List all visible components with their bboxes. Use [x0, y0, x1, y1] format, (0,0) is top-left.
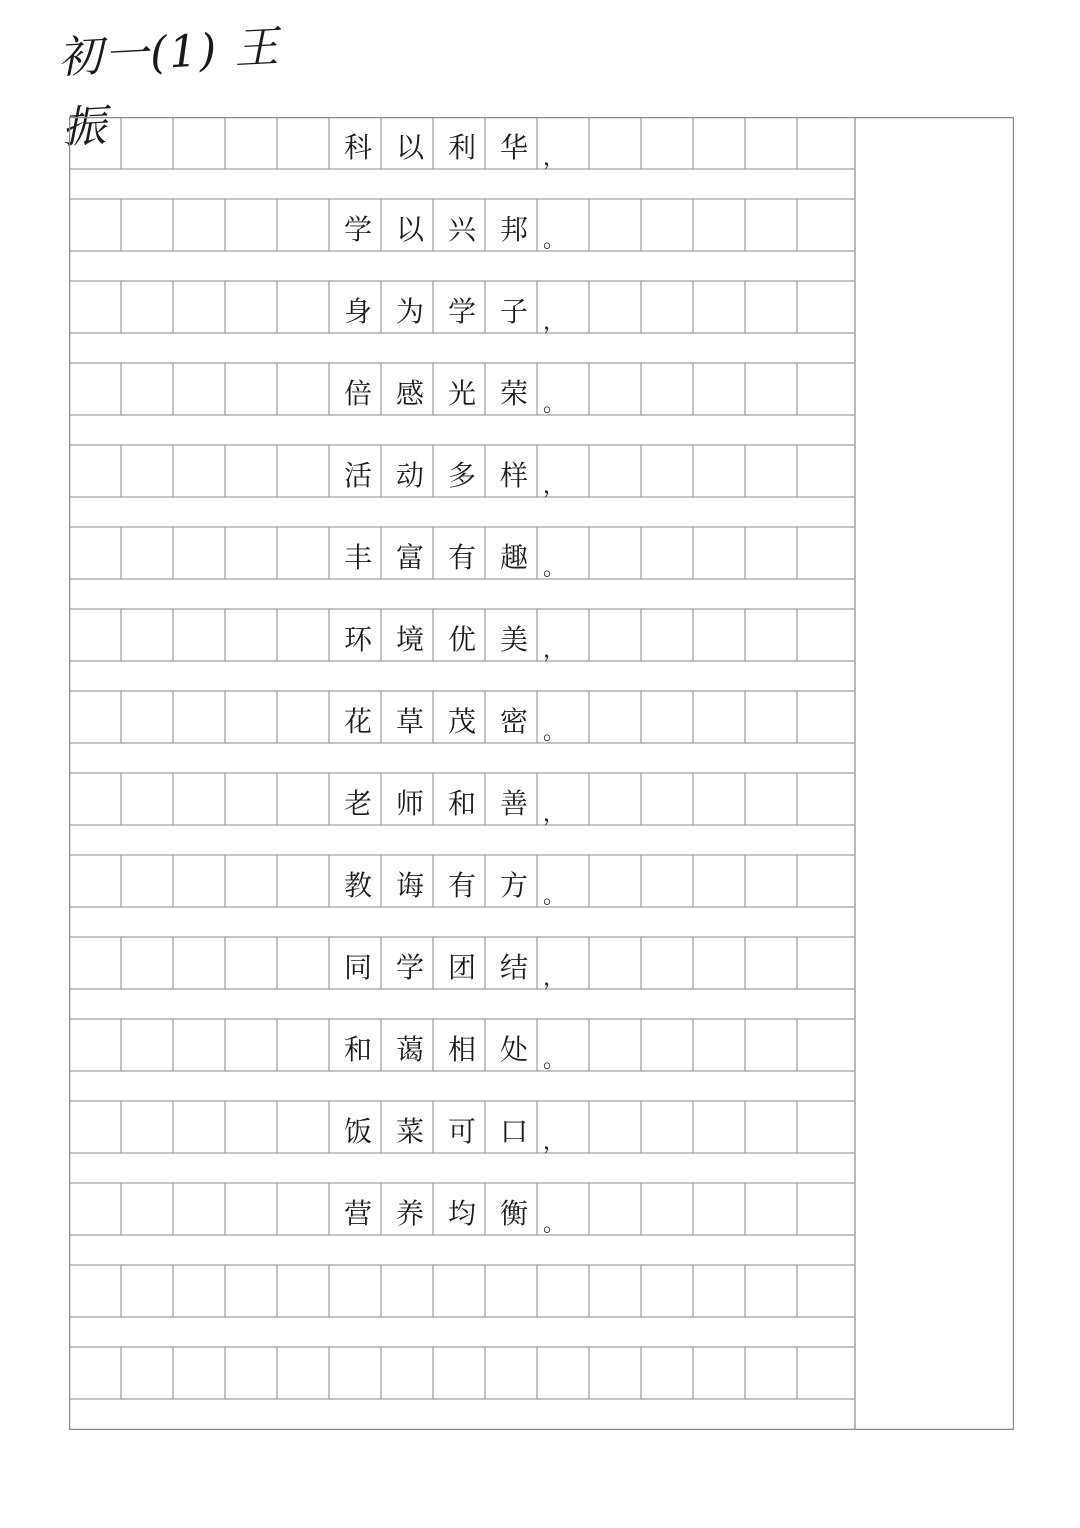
grid-punctuation: 。 [543, 556, 566, 581]
grid-character: 子 [499, 295, 528, 328]
grid-character: 境 [395, 623, 424, 656]
grid-character: 以 [395, 131, 424, 164]
grid-character: 诲 [395, 869, 424, 902]
grid-character: 均 [447, 1197, 476, 1230]
grid-character: 身 [343, 295, 372, 328]
grid-character: 感 [395, 377, 424, 410]
grid-punctuation: 。 [543, 228, 566, 253]
grid-character: 美 [499, 623, 528, 656]
grid-character: 处 [499, 1033, 528, 1066]
grid-character: 方 [499, 869, 528, 902]
grid-character: 富 [395, 541, 424, 574]
grid-character: 为 [395, 295, 424, 328]
grid-punctuation: ， [543, 638, 566, 663]
grid-character: 蔼 [395, 1033, 424, 1066]
student-label [56, 21, 320, 154]
grid-character: 草 [395, 705, 424, 738]
grid-character: 结 [499, 951, 528, 984]
grid-character: 环 [343, 623, 372, 656]
grid-character: 善 [499, 787, 528, 820]
grid-punctuation: ， [543, 310, 566, 335]
grid-character: 相 [447, 1033, 476, 1066]
grid-character: 优 [447, 623, 476, 656]
grid-character: 花 [343, 705, 372, 738]
grid-character: 华 [499, 131, 528, 164]
grid-character: 衡 [499, 1197, 528, 1230]
handwritten-class-and-name: 初一(1) 王振 [56, 21, 282, 154]
grid-punctuation: 。 [543, 1048, 566, 1073]
grid-character: 倍 [343, 377, 372, 410]
grid-character: 口 [499, 1115, 528, 1148]
grid-character: 养 [395, 1197, 424, 1230]
writing-grid-paper [69, 117, 1014, 1430]
grid-character: 多 [447, 459, 476, 492]
grid-character: 荣 [499, 377, 528, 410]
grid-character: 利 [447, 131, 476, 164]
grid-character: 样 [499, 459, 528, 492]
grid-character: 学 [343, 213, 372, 246]
grid-character: 和 [447, 787, 476, 820]
handwritten-text-area [69, 117, 1014, 1430]
grid-character: 学 [395, 951, 424, 984]
grid-character: 以 [395, 213, 424, 246]
grid-character: 团 [447, 951, 476, 984]
grid-punctuation: 。 [543, 884, 566, 909]
grid-punctuation: ， [543, 146, 566, 171]
grid-character: 师 [395, 787, 424, 820]
grid-character: 可 [447, 1115, 476, 1148]
grid-character: 密 [499, 705, 528, 738]
grid-character: 动 [395, 459, 424, 492]
grid-character: 趣 [499, 541, 528, 574]
grid-punctuation: ， [543, 474, 566, 499]
grid-character: 有 [447, 541, 476, 574]
grid-punctuation: ， [543, 966, 566, 991]
grid-character: 营 [343, 1197, 372, 1230]
grid-character: 科 [343, 131, 372, 164]
grid-character: 学 [447, 295, 476, 328]
grid-character: 活 [343, 459, 372, 492]
grid-character: 菜 [395, 1115, 424, 1148]
grid-punctuation: 。 [543, 720, 566, 745]
grid-character: 老 [343, 787, 372, 820]
grid-character: 邦 [499, 213, 528, 246]
grid-punctuation: ， [543, 802, 566, 827]
grid-character: 兴 [447, 213, 476, 246]
grid-character: 同 [343, 951, 372, 984]
grid-character: 和 [343, 1033, 372, 1066]
grid-character: 有 [447, 869, 476, 902]
grid-character: 饭 [343, 1115, 372, 1148]
grid-punctuation: 。 [543, 1212, 566, 1237]
grid-character: 丰 [343, 541, 372, 574]
grid-punctuation: ， [543, 1130, 566, 1155]
grid-character: 光 [447, 377, 476, 410]
grid-punctuation: 。 [543, 392, 566, 417]
grid-character: 教 [343, 869, 372, 902]
grid-character: 茂 [447, 705, 476, 738]
